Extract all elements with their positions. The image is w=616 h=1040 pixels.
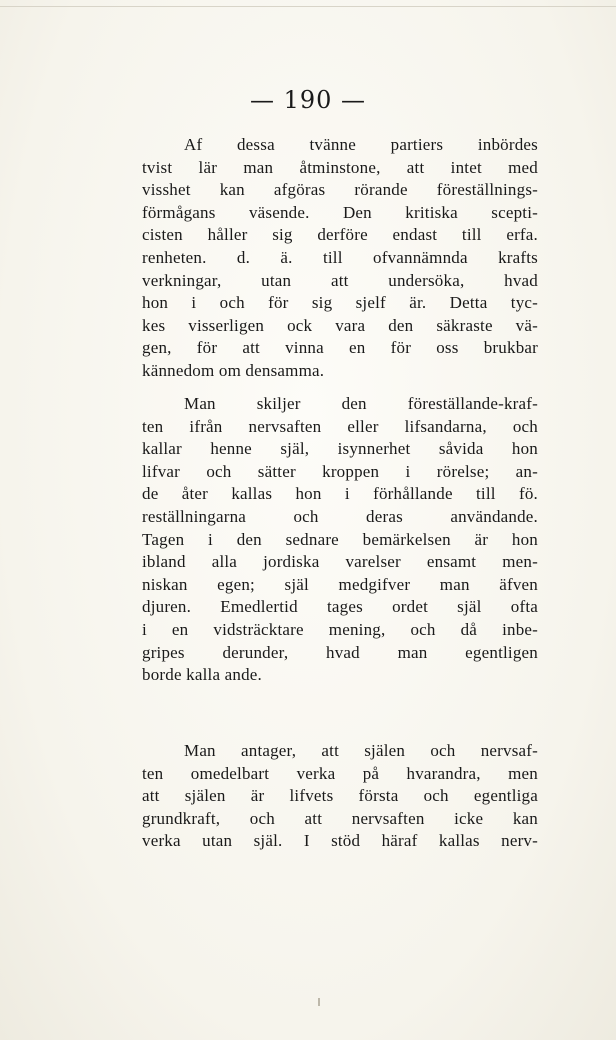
text-line: visshet kan afgöras rörande föreställnings- [142, 180, 538, 200]
text-line: grundkraft, och att nervsaften icke kan [142, 808, 538, 828]
paragraph-1 [142, 134, 538, 383]
text-line: Tagen i den sednare bemärkelsen är hon [142, 529, 538, 549]
text-line: lifvar och sätter kroppen i rörelse; an- [142, 461, 538, 481]
text-line: i en vidsträcktare mening, och då inbe- [142, 619, 538, 639]
text-line: gen, för att vinna en för oss brukbar [142, 338, 538, 358]
page-edge-rule [0, 6, 616, 7]
printer-mark [318, 998, 320, 1006]
text-line: ibland alla jordiska varelser ensamt men- [142, 552, 538, 572]
page-number-header: — 190 — [249, 86, 367, 114]
text-line: tvist lär man åtminstone, att intet med [142, 157, 538, 177]
text-line: kännedom om densamma. [142, 360, 325, 380]
text-line: borde kalla ande. [142, 665, 262, 685]
text-line: reställningarna och deras användande. [142, 506, 538, 526]
text-line: hon i och för sig sjelf är. Detta tyc- [142, 293, 538, 313]
text-line: Man skiljer den föreställande-kraf- [184, 394, 538, 413]
text-line: kallar henne själ, isynnerhet såvida hon [142, 439, 538, 459]
paragraph-3 [142, 740, 538, 853]
text-line: ten omedelbart verka på hvarandra, men [142, 763, 538, 783]
text-line: Man antager, att själen och nervsaf- [184, 741, 538, 760]
paragraph-2 [142, 393, 538, 687]
text-line: kes visserligen ock vara den säkraste vä- [142, 315, 538, 335]
text-line: verka utan själ. I stöd häraf kallas nerv- [142, 831, 538, 851]
text-line: djuren. Emedlertid tages ordet själ ofta [142, 597, 538, 617]
text-line: niskan egen; själ medgifver man äfven [142, 574, 538, 594]
text-line: renheten. d. ä. till ofvannämnda krafts [142, 247, 538, 267]
text-line: verkningar, utan att undersöka, hvad [142, 270, 538, 290]
text-line: ten ifrån nervsaften eller lifsandarna, och [142, 416, 538, 436]
text-line: förmågans väsende. Den kritiska scepti- [142, 202, 538, 222]
text-line: att själen är lifvets första och egentliga [142, 786, 538, 806]
text-line: Af dessa tvänne partiers inbördes [184, 135, 538, 154]
text-line: de åter kallas hon i förhållande till fö. [142, 484, 538, 504]
text-line: gripes derunder, hvad man egentligen [142, 642, 538, 662]
text-line: cisten håller sig derföre endast till erfa. [142, 225, 538, 245]
